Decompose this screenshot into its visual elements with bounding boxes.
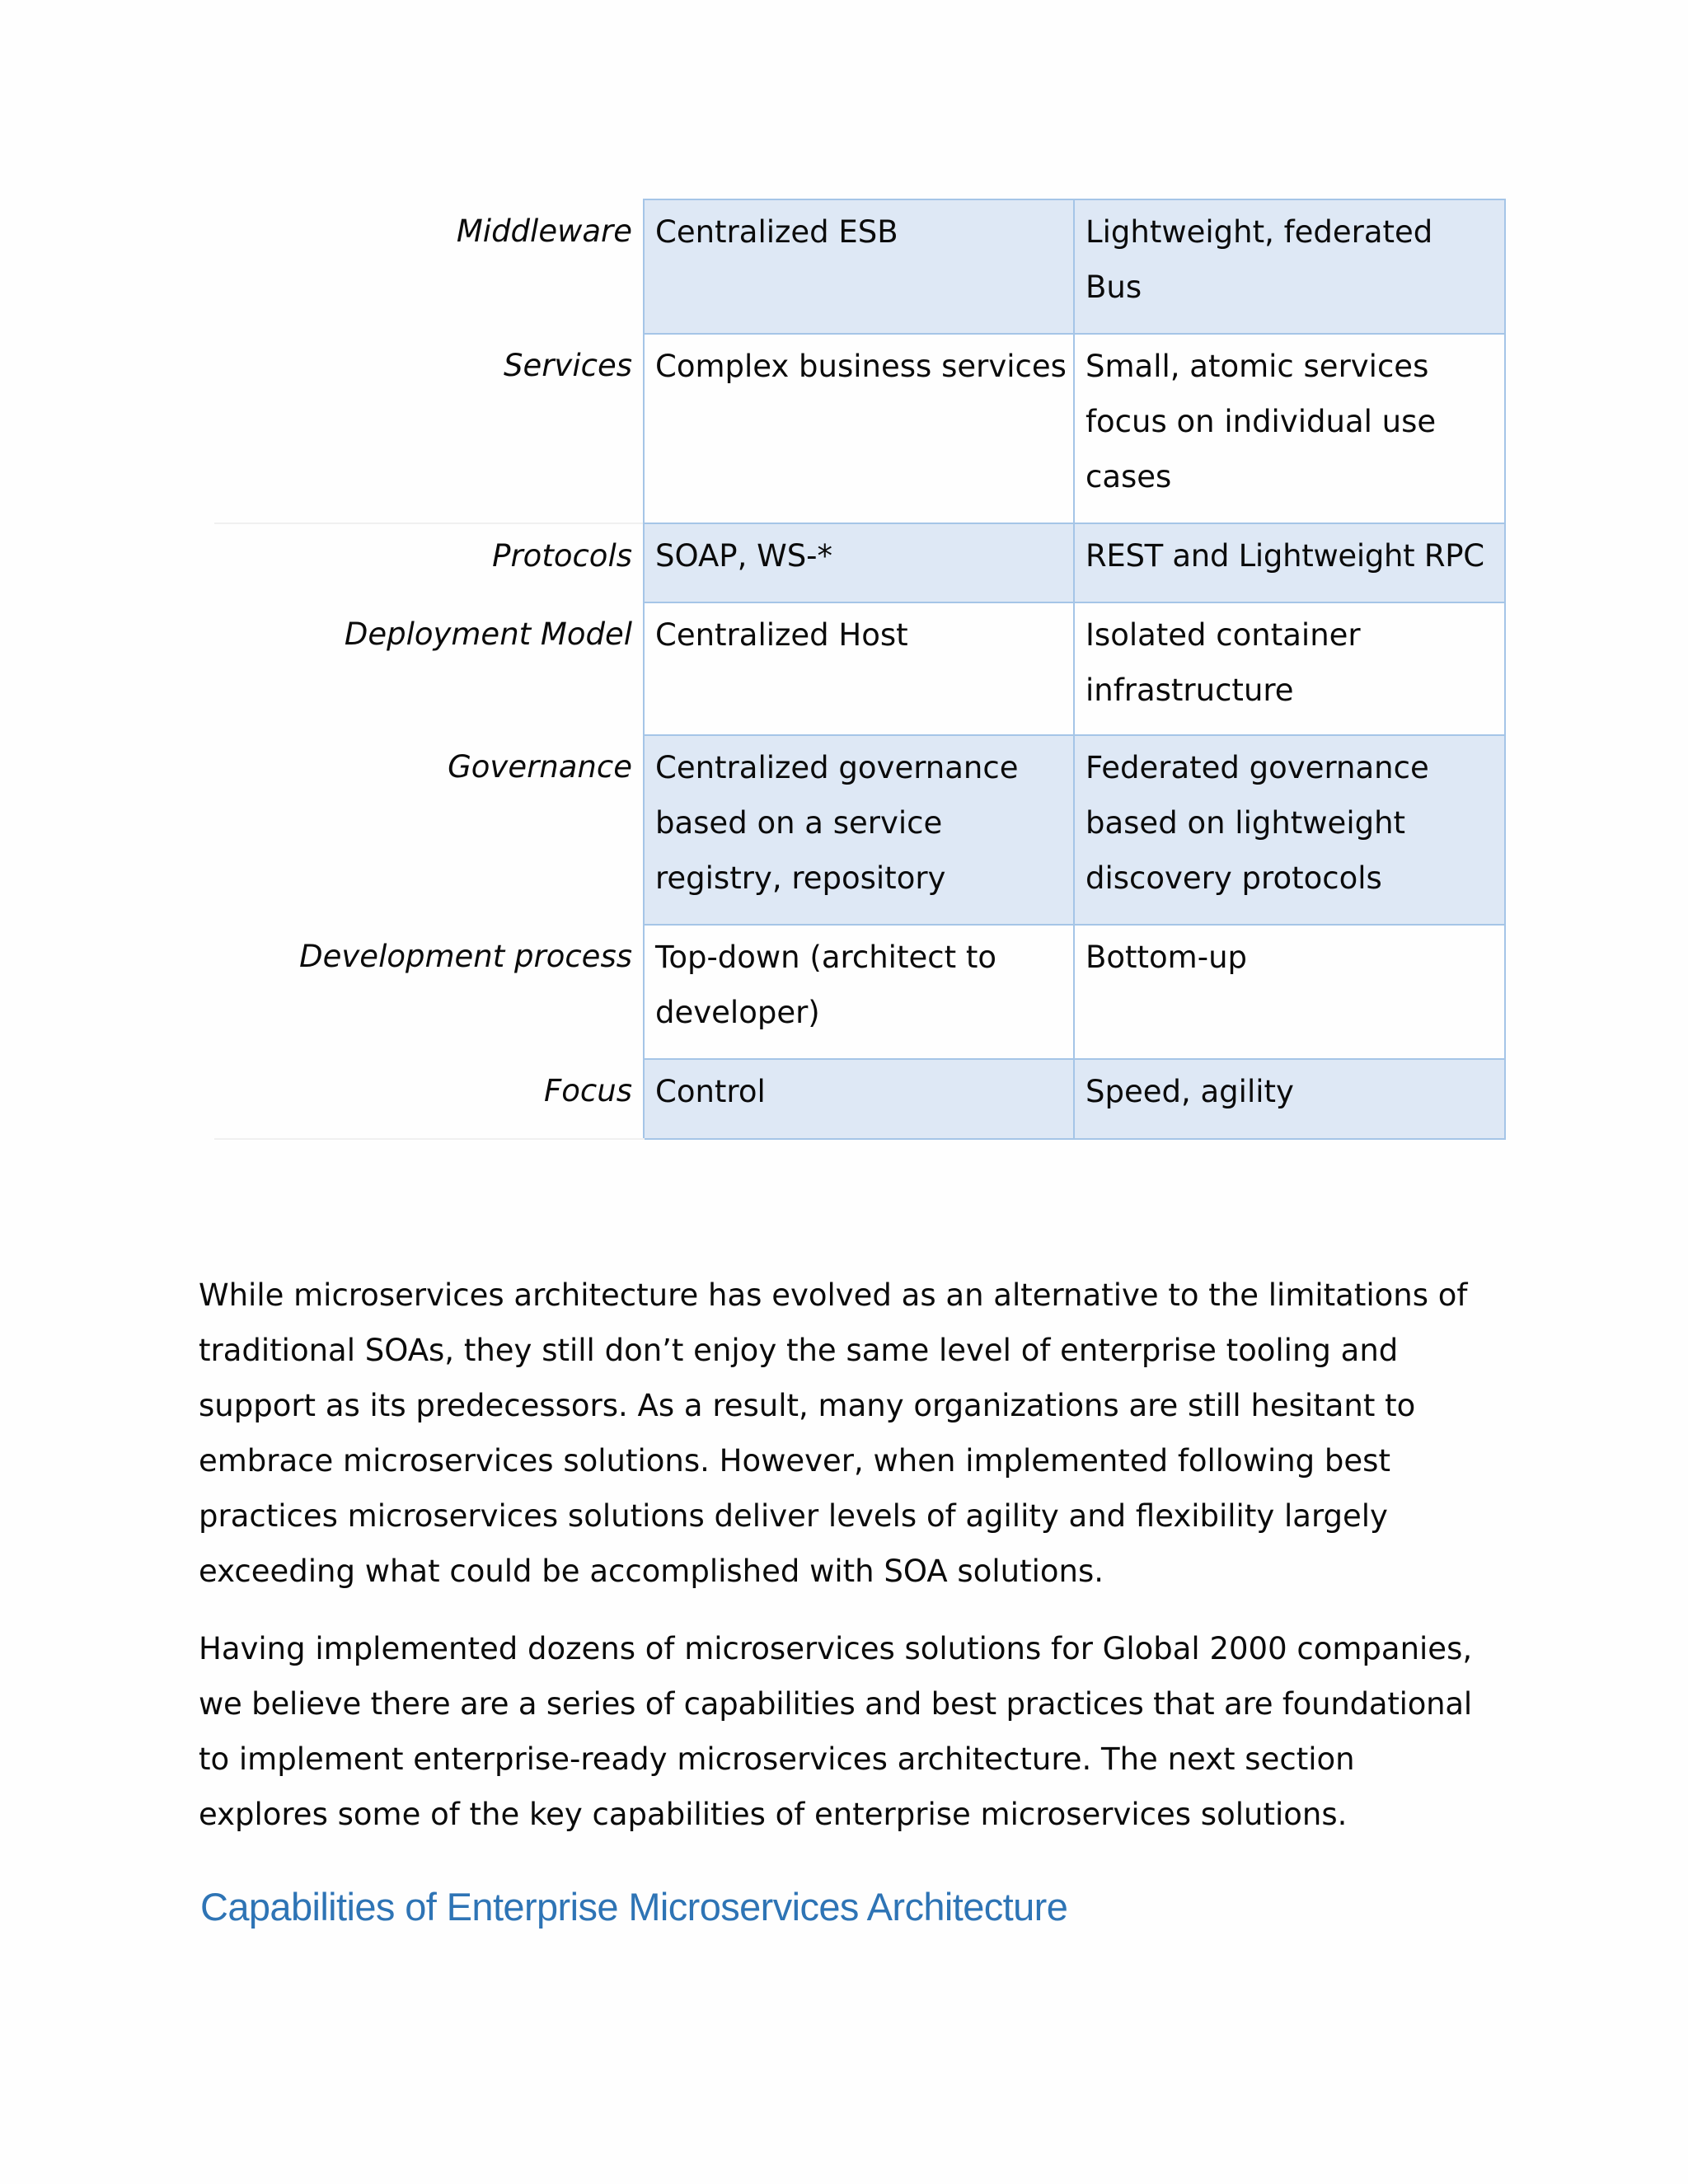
table-row-middleware	[214, 199, 1505, 334]
paragraph-line: support as its predecessors. As a result, many organizations are still hesitant to	[199, 1388, 1416, 1423]
table-row-governance	[214, 735, 1505, 925]
microservices-cell: Federated governance based on lightweight discovery protocols	[1074, 735, 1505, 925]
table-row-protocols	[214, 523, 1505, 602]
row-label: Services	[503, 348, 632, 383]
paragraph-line: exceeding what could be accomplished with SOA solutions.	[199, 1554, 1104, 1589]
cell-line: Bus	[1085, 269, 1142, 305]
table-row-development-process	[214, 925, 1505, 1059]
microservices-cell: Bottom-up	[1074, 925, 1505, 1059]
row-label: Deployment Model	[344, 616, 632, 652]
table-row-deployment-model	[214, 602, 1505, 735]
paragraph-intro	[199, 1268, 1517, 1599]
soa-cell: Control	[644, 1059, 1074, 1139]
microservices-cell: Isolated container infrastructure	[1074, 602, 1505, 735]
soa-cell: Centralized governance based on a service registry, repository	[644, 735, 1074, 925]
paragraph-experience	[199, 1621, 1517, 1842]
microservices-cell: Small, atomic services focus on individual use cases	[1074, 334, 1505, 523]
paragraph-line: While microservices architecture has evolved as an alternative to the limitations of	[199, 1277, 1468, 1313]
section-heading: Capabilities of Enterprise Microservices Architecture	[200, 1885, 1068, 1929]
soa-cell: Complex business services	[644, 334, 1074, 523]
soa-cell: Centralized ESB	[644, 199, 1074, 334]
soa-cell: SOAP, WS-*	[644, 523, 1074, 602]
row-label: Focus	[214, 1059, 644, 1139]
paragraph-line: we believe there are a series of capabilities and best practices that are foundational	[199, 1686, 1472, 1722]
microservices-cell: Speed, agility	[1074, 1059, 1505, 1139]
paragraph-line: practices microservices solutions deliver levels of agility and flexibility largely	[199, 1498, 1388, 1534]
row-label: Protocols	[214, 523, 644, 602]
paragraph-line: Having implemented dozens of microservices solutions for Global 2000 companies,	[199, 1631, 1473, 1666]
paragraph-line: traditional SOAs, they still don’t enjoy the same level of enterprise tooling and	[199, 1333, 1399, 1368]
paragraph-line: to implement enterprise-ready microservices architecture. The next section	[199, 1741, 1355, 1777]
paragraph-line: explores some of the key capabilities of enterprise microservices solutions.	[199, 1797, 1348, 1832]
row-label: Governance	[448, 749, 632, 785]
row-label: Middleware	[456, 213, 632, 249]
microservices-cell	[1074, 199, 1505, 334]
row-label: Development process	[299, 939, 632, 974]
microservices-cell: REST and Lightweight RPC	[1074, 523, 1505, 602]
paragraph-line: embrace microservices solutions. However, when implemented following best	[199, 1443, 1390, 1479]
soa-cell: Centralized Host	[644, 602, 1074, 735]
soa-cell: Top-down (architect to developer)	[644, 925, 1074, 1059]
cell-line: Lightweight, federated	[1085, 214, 1433, 250]
comparison-table	[214, 199, 1506, 1140]
table-row-focus	[214, 1059, 1505, 1139]
table-row-services	[214, 334, 1505, 523]
